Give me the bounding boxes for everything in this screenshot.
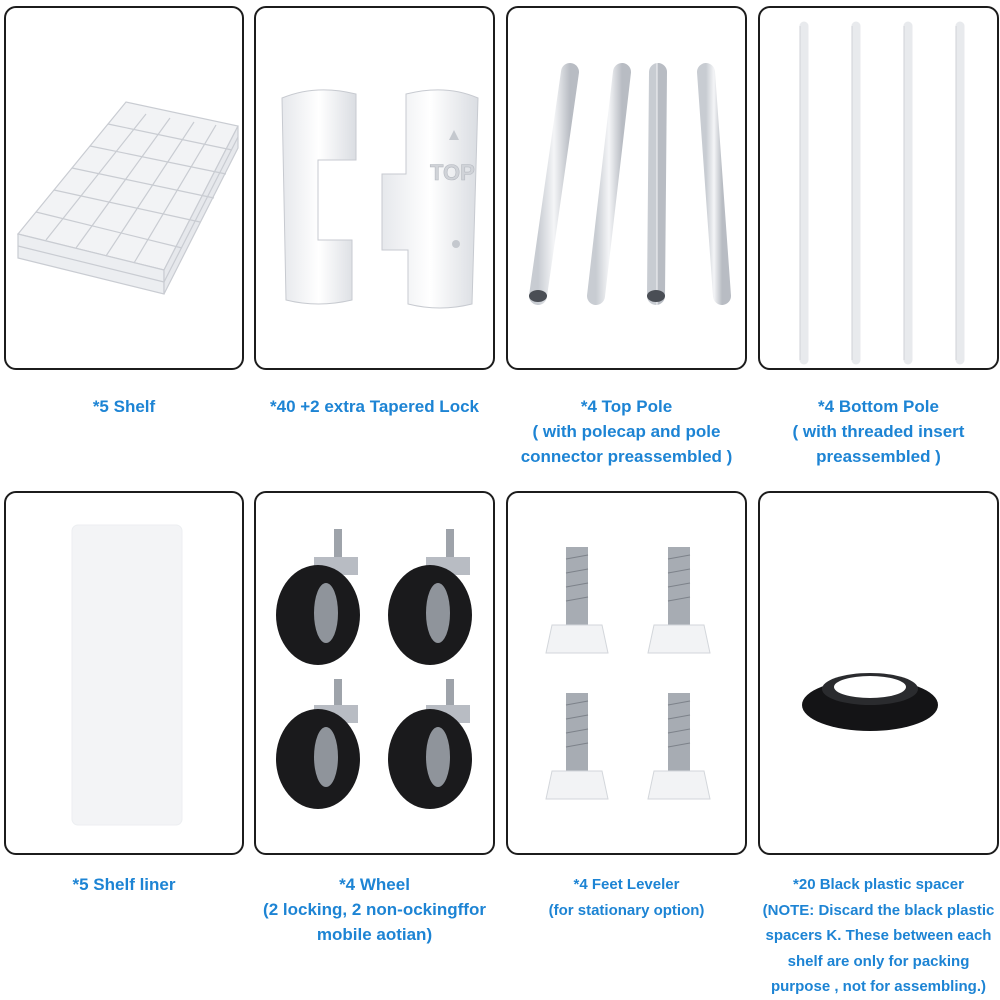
feet-leveler-icon (508, 493, 747, 855)
caption-tapered-lock (254, 394, 495, 419)
caption-line: ( with threaded insert (792, 422, 965, 441)
caption-line: spacers K. These between each (765, 927, 992, 944)
card-shelf (4, 6, 244, 370)
black-spacer-icon (760, 493, 999, 855)
card-wheel (254, 491, 495, 855)
caption-shelf-liner (4, 872, 244, 897)
caption-line: *4 Top Pole (580, 397, 673, 416)
card-bottom-pole (758, 6, 999, 370)
caption-line: (2 locking, 2 non-ockingffor (263, 900, 486, 919)
caster-wheels-icon (256, 493, 495, 855)
tapered-lock-icon (256, 8, 495, 370)
card-black-spacer (758, 491, 999, 855)
caption-line: mobile aotian) (316, 925, 433, 944)
caption-line: *4 Feet Leveler (573, 876, 680, 893)
bottom-poles-icon (760, 8, 999, 370)
caption-line: preassembled ) (816, 447, 941, 466)
caption-line: (NOTE: Discard the black plastic (762, 901, 995, 919)
caption-shelf (4, 394, 244, 419)
caption-top-pole (506, 394, 747, 469)
card-top-pole (506, 6, 747, 370)
caption-line: *40 +2 extra Tapered Lock (270, 397, 479, 416)
card-tapered-lock (254, 6, 495, 370)
caption-line: shelf are only for packing (787, 952, 970, 970)
caption-feet-leveler (506, 872, 747, 923)
caption-line: (for stationary option) (548, 901, 705, 919)
caption-wheel (254, 872, 495, 947)
caption-line: connector preassembled ) (520, 447, 733, 466)
wire-shelf-icon (6, 8, 244, 370)
shelf-liner-icon (6, 493, 244, 855)
caption-line: *4 Bottom Pole (818, 397, 939, 416)
card-shelf-liner (4, 491, 244, 855)
caption-line: *5 Shelf (92, 397, 156, 416)
caption-line: purpose , not for assembling.) (770, 978, 987, 995)
caption-line: ( with polecap and pole (532, 422, 721, 441)
caption-line: *4 Wheel (339, 875, 410, 894)
lock-embossed-text: TOP (430, 160, 475, 185)
caption-line: *5 Shelf liner (72, 875, 176, 894)
caption-black-spacer (758, 872, 999, 1000)
card-feet-leveler (506, 491, 747, 855)
caption-bottom-pole (758, 394, 999, 469)
top-poles-icon (508, 8, 747, 370)
caption-line: *20 Black plastic spacer (793, 876, 964, 893)
